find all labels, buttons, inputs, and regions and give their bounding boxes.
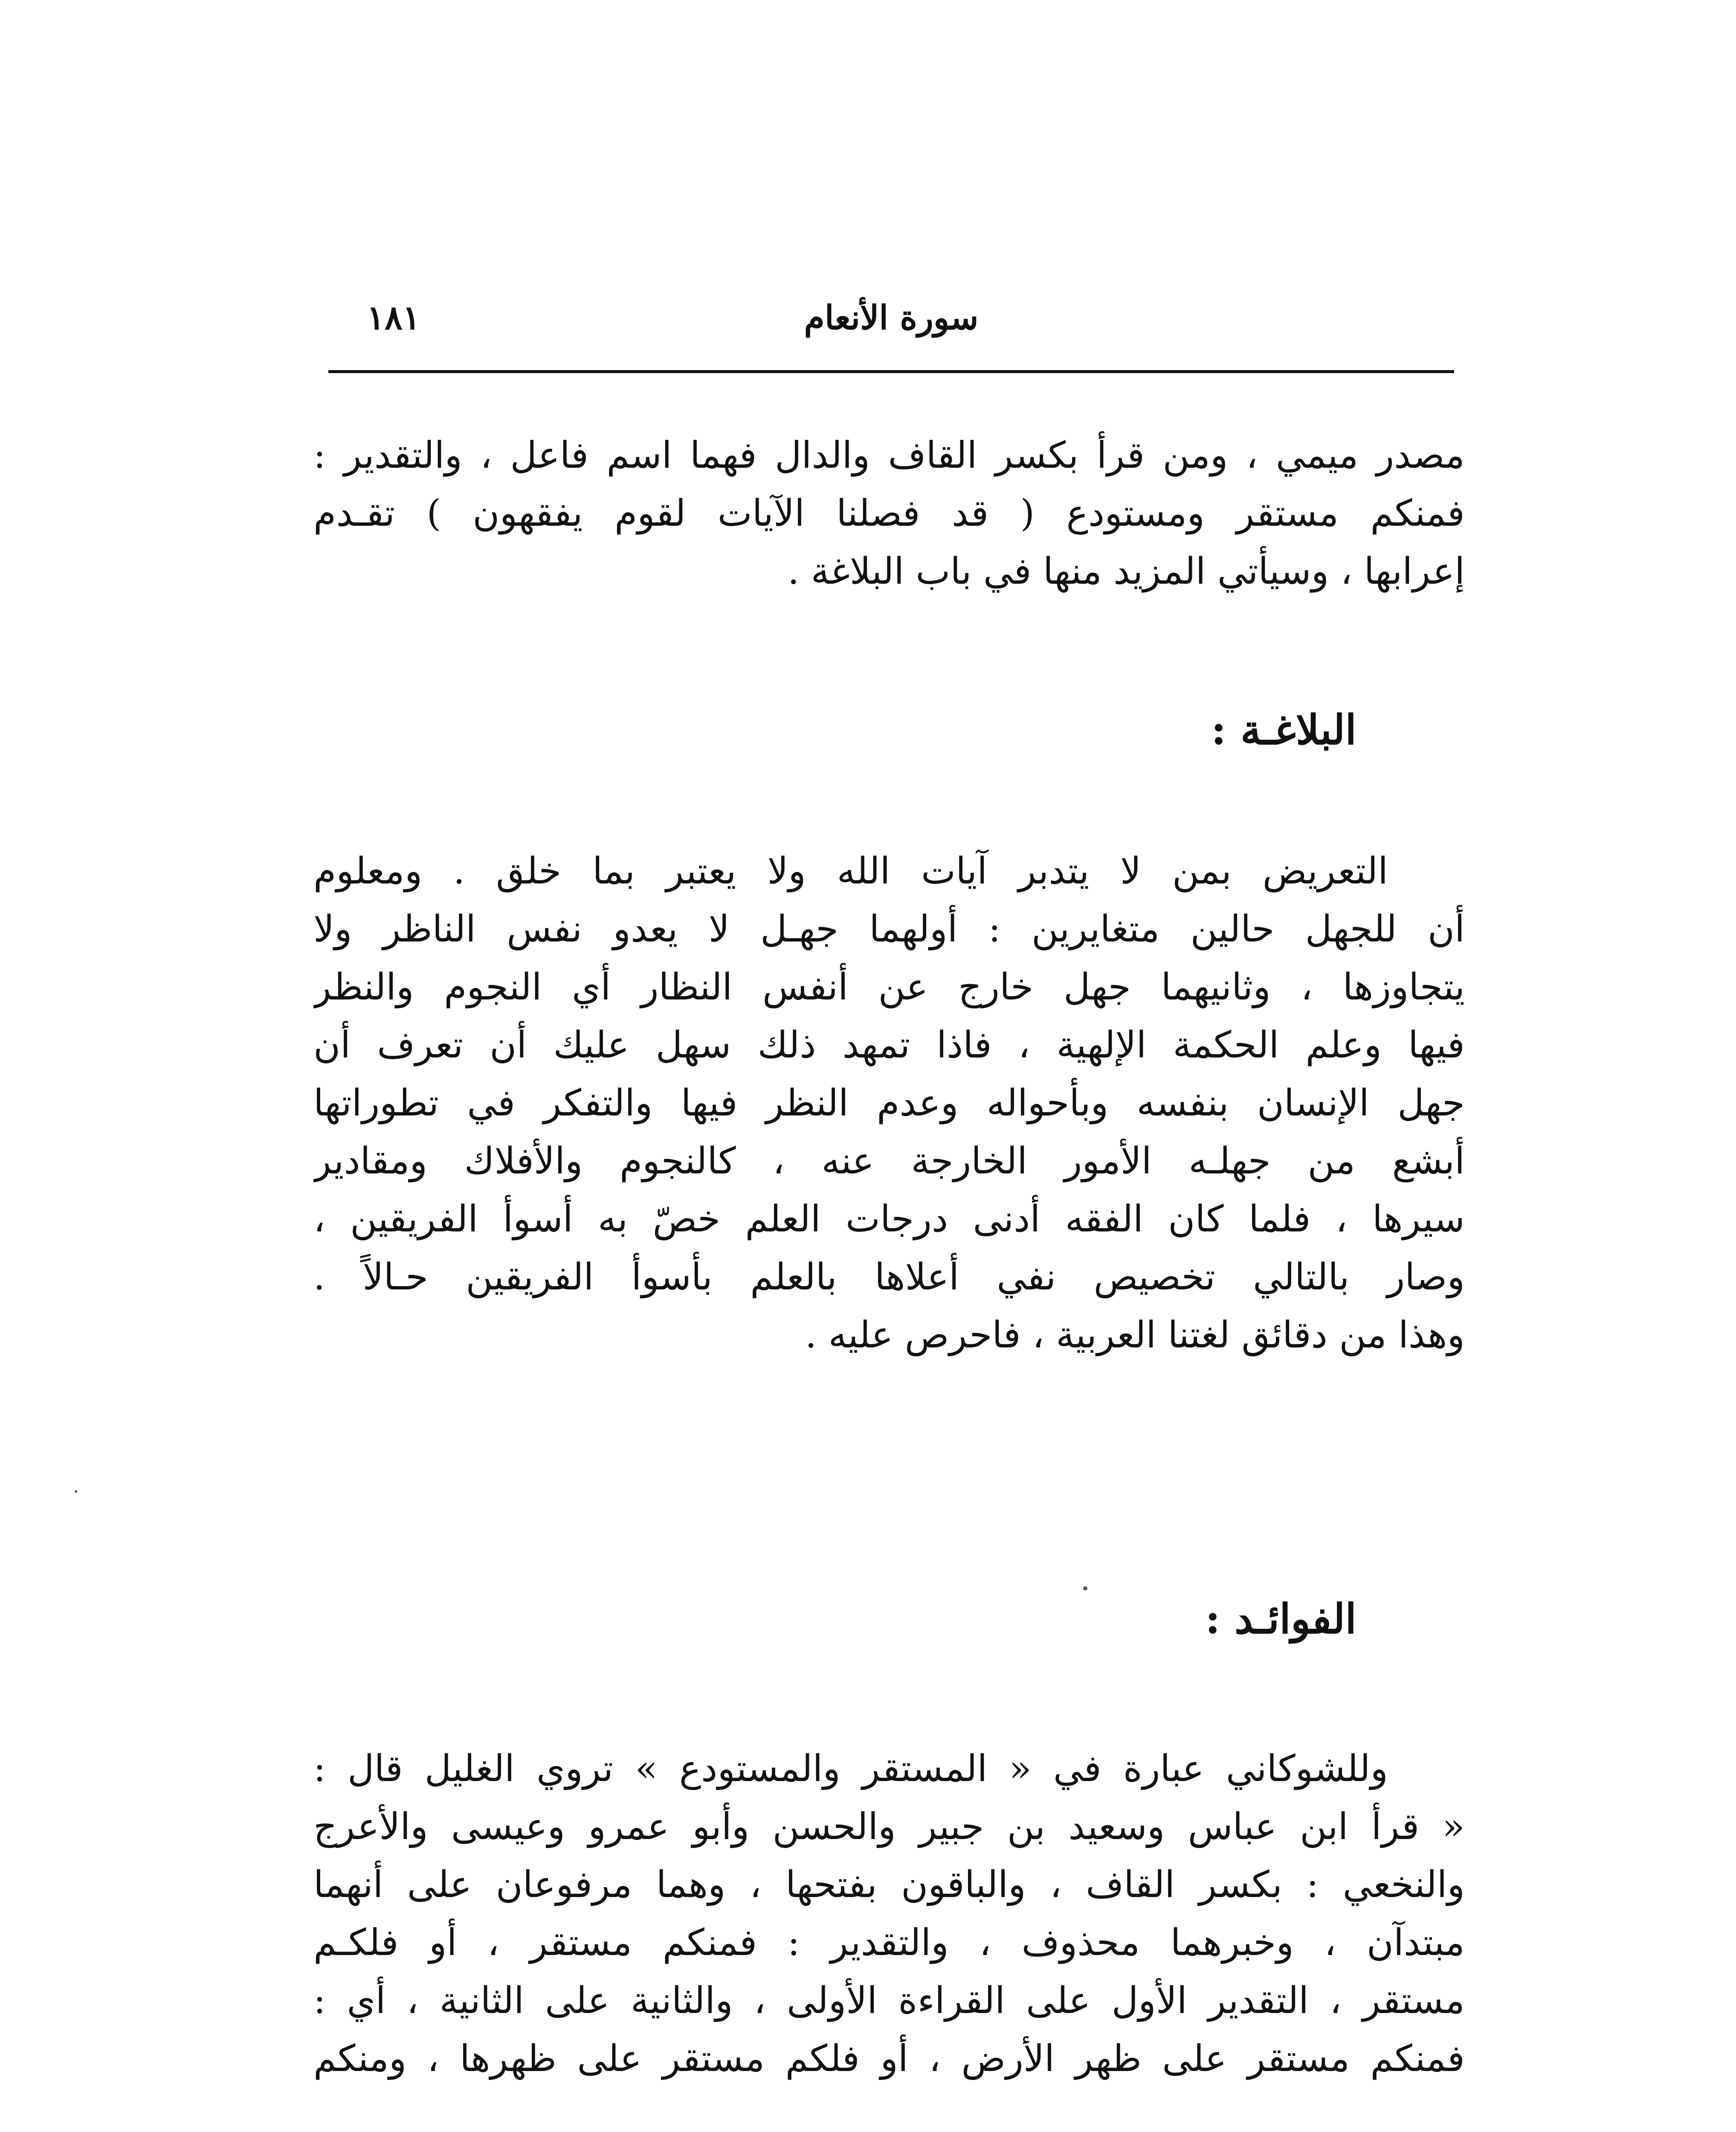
text-line: التعريض بمن لا يتدبر آيات الله ولا يعتبر بما خلق . ومعلوم [313,850,1388,892]
header-rule [328,370,1454,373]
fawaid-paragraph [313,1740,1465,2088]
text-line: سيرها ، فلما كان الفقه أدنى درجات العلم خصّ به أسوأ الفريقين ، [313,1198,1465,1240]
balagha-paragraph [313,842,1465,1364]
text-line: جهل الإنسان بنفسه وبأحواله وعدم النظر فيها والتفكر في تطوراتها [313,1082,1465,1124]
text-line: مستقر ، التقدير الأول على القراءة الأولى ، والثانية على الثانية ، أي : [313,1979,1465,2022]
text-line: « قرأ ابن عباس وسعيد بن جبير والحسن وأبو عمرو وعيسى والأعرج [313,1805,1465,1848]
text-line: مبتدآن ، وخبرهما محذوف ، والتقدير : فمنكم مستقر ، أو فلكـم [313,1921,1465,1964]
text-line: أبشع من جهلـه الأمور الخارجة عنه ، كالنجوم والأفلاك ومقادير [313,1140,1465,1182]
surah-title: سورة الأنعام [804,298,979,337]
text-line: فمنكم مستقر ومستودع ( قد فصلنا الآيات لقوم يفقهون ) تقـدم [313,492,1465,535]
balagha-heading: البلاغـة : [1211,706,1356,754]
page-header [328,290,1454,354]
text-line: وللشوكاني عبارة في « المستقر والمستودع » تروي الغليل قال : [313,1747,1388,1790]
scan-speck [1083,1586,1087,1590]
text-line: وصار بالتالي تخصيص نفي أعلاها بالعلم بأسوأ الفريقين حـالاً . [313,1256,1465,1298]
text-line: مصدر ميمي ، ومن قرأ بكسر القاف والدال فهما اسم فاعل ، والتقدير : [313,434,1465,477]
intro-paragraph [313,426,1465,600]
text-line: يتجاوزها ، وثانيهما جهل خارج عن أنفس النظار أي النجوم والنظر [313,966,1465,1008]
page-number: ١٨١ [367,298,420,337]
scan-speck [75,1490,77,1493]
text-line: والنخعي : بكسر القاف ، والباقون بفتحها ، وهما مرفوعان على أنهما [313,1863,1465,1906]
fawaid-heading: الفوائـد : [1205,1595,1356,1643]
text-line: فمنكم مستقر على ظهر الأرض ، أو فلكم مستقر على ظهرها ، ومنكم [313,2037,1465,2080]
text-line: إعرابها ، وسيأتي المزيد منها في باب البلاغة . [787,550,1465,593]
text-line: وهذا من دقائق لغتنا العربية ، فاحرص عليه . [805,1314,1465,1356]
text-line: أن للجهل حالين متغايرين : أولهما جهـل لا يعدو نفس الناظر ولا [313,908,1465,950]
text-line: فيها وعلم الحكمة الإلهية ، فاذا تمهد ذلك سهل عليك أن تعرف أن [313,1024,1465,1066]
